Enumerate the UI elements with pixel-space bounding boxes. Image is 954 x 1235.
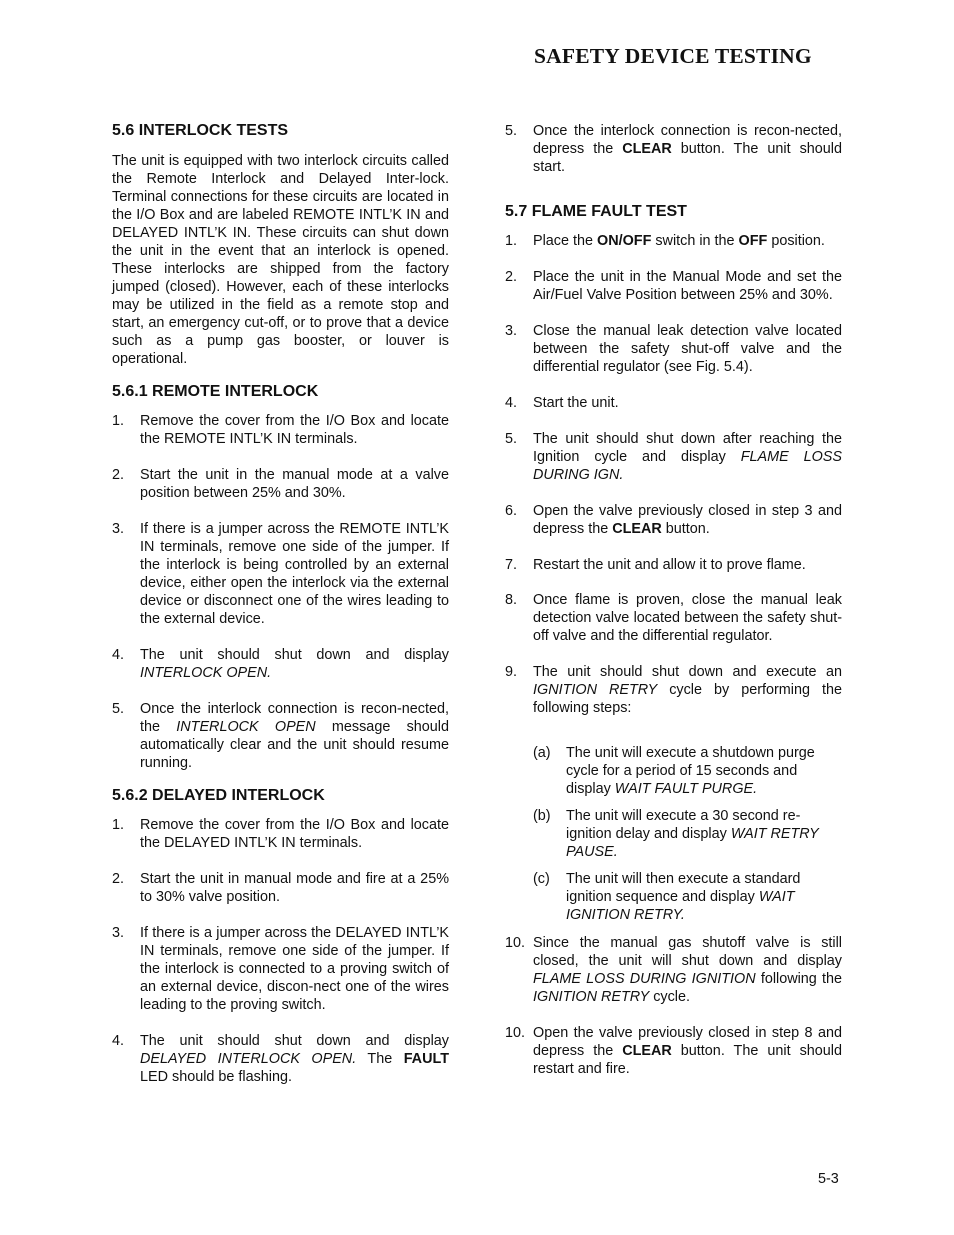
text-run: Once flame is proven, close the manual leak detection valve located between the safety shut-off valve and the differential regulator.: [533, 592, 842, 644]
text-run: button.: [661, 521, 710, 537]
item-text: [533, 502, 842, 538]
text-run: The unit should shut down after reaching the Ignition cycle and display: [533, 431, 842, 465]
flame-step-1: [505, 232, 842, 250]
remote-step-3: [112, 520, 449, 628]
italic-text: FLAME LOSS DURING IGNITION: [533, 971, 756, 987]
text-run: cycle.: [649, 989, 690, 1005]
item-text: [533, 322, 842, 376]
item-number: 1.: [112, 817, 125, 833]
delayed-step-4: [112, 1032, 449, 1086]
delayed-step-2: [112, 870, 449, 906]
item-text: [533, 934, 842, 1006]
item-number: 9.: [505, 664, 518, 680]
item-number: 2.: [112, 871, 125, 887]
item-text: [140, 466, 449, 502]
text-run: Once the interlock connection is recon-nected, the: [140, 701, 449, 735]
flame-step-4: [505, 394, 842, 412]
item-text: [140, 412, 449, 448]
item-text: [566, 744, 842, 798]
text-run: The unit should shut down and display: [140, 647, 449, 663]
remote-step-2: [112, 466, 449, 502]
item-number: 7.: [505, 557, 518, 573]
text-run: Restart the unit and allow it to prove flame.: [533, 557, 806, 573]
italic-text: INTERLOCK OPEN.: [140, 665, 272, 681]
item-number: 3.: [112, 521, 125, 537]
italic-text: FLAME LOSS DURING IGN.: [533, 449, 842, 483]
text-run: Close the manual leak detection valve located between the safety shut-off valve and the differential regulator (see Fig. 5.4).: [533, 323, 842, 375]
item-number: 5.: [112, 701, 125, 717]
text-run: Since the manual gas shutoff valve is still closed, the unit will shut down and display: [533, 935, 842, 969]
flame-step-6: [505, 502, 842, 538]
item-number: 10.: [505, 1025, 526, 1041]
text-run: button. The unit should restart and fire.: [533, 1043, 842, 1077]
section-5-6-2-heading: 5.6.2 DELAYED INTERLOCK: [112, 787, 325, 804]
item-text: [140, 520, 449, 628]
delayed-step-1: [112, 816, 449, 852]
item-text: [533, 394, 842, 412]
text-run: The: [356, 1051, 404, 1067]
italic-text: IGNITION RETRY: [533, 682, 658, 698]
remote-step-4: [112, 646, 449, 682]
bold-text: FAULT: [403, 1051, 449, 1067]
text-run: Start the unit in the manual mode at a valve position between 25% and 30%.: [140, 467, 449, 501]
text-run: The unit should shut down and execute an: [533, 664, 842, 680]
text-run: switch in the: [651, 233, 739, 249]
flame-step-7: [505, 556, 842, 574]
flame-step-9c: [533, 870, 842, 924]
item-text: [140, 924, 449, 1014]
italic-text: DELAYED INTERLOCK OPEN.: [140, 1051, 357, 1067]
item-text: [533, 232, 842, 250]
text-run: The unit is equipped with two interlock circuits called the Remote Interlock and Delayed Inter-lock. Terminal connections for these circuits are located in the I/O Box and are labeled REMOTE INTL’K IN and DELAYED INTL’K IN. These circuits can shut down the unit in the event that an interlock is opened. These interlocks are shipped from the factory jumped (closed). However, each of these interlocks may be utilized in the field as a remote stop and start, an emergency cut-off, or to prove that a device such as a pump gas booster, or louver is operational.: [112, 153, 449, 367]
text-run: Remove the cover from the I/O Box and locate the DELAYED INTL’K IN terminals.: [140, 817, 449, 851]
section-5-7-heading: 5.7 FLAME FAULT TEST: [505, 203, 687, 220]
left-column: [112, 120, 449, 1086]
item-number: 3.: [505, 323, 518, 339]
text-run: following the: [755, 971, 843, 987]
item-text: [566, 870, 842, 924]
item-text: [533, 430, 842, 484]
italic-text: WAIT IGNITION RETRY.: [566, 889, 795, 923]
section-5-6-heading: 5.6 INTERLOCK TESTS: [112, 122, 289, 139]
item-text: [140, 1032, 449, 1086]
text-run: Open the valve previously closed in step 8 and depress the: [533, 1025, 842, 1059]
section-5-6-1-heading: 5.6.1 REMOTE INTERLOCK: [112, 383, 319, 400]
italic-text: IGNITION RETRY: [533, 989, 650, 1005]
italic-text: WAIT RETRY PAUSE.: [566, 826, 819, 860]
bold-text: CLEAR: [622, 141, 672, 157]
flame-step-3: [505, 322, 842, 376]
text-run: Start the unit.: [533, 395, 619, 411]
bold-text: ON/OFF: [597, 233, 652, 249]
text-run: The unit will execute a shutdown purge cycle for a period of 15 seconds and display: [566, 745, 815, 797]
delayed-step-3: [112, 924, 449, 1014]
text-run: Remove the cover from the I/O Box and locate the REMOTE INTL’K IN terminals.: [140, 413, 449, 447]
item-number: 5.: [505, 431, 518, 447]
text-run: If there is a jumper across the DELAYED INTL’K IN terminals, remove one side of the jumper. If the interlock is connected to a proving switch of an external device, discon-nect one of the wires leading to the proving switch.: [140, 925, 449, 1013]
text-run: LED should be flashing.: [140, 1069, 293, 1085]
flame-step-2: [505, 268, 842, 304]
text-run: Once the interlock connection is recon-nected, depress the: [533, 123, 842, 157]
right-column: [505, 120, 842, 1078]
item-text: [533, 663, 842, 717]
text-run: The unit will execute a 30 second re-ignition delay and display: [566, 808, 801, 842]
item-number: 6.: [505, 503, 518, 519]
item-text: [533, 1024, 842, 1078]
item-number: (b): [533, 808, 551, 824]
text-run: If there is a jumper across the REMOTE INTL’K IN terminals, remove one side of the jumper. If the interlock is being controlled by an external device, either open the interlock via the external device or disconnect one of the wires leading to the external device.: [140, 521, 449, 627]
item-number: 10.: [505, 935, 526, 951]
bold-text: CLEAR: [622, 1043, 672, 1059]
italic-text: INTERLOCK OPEN: [176, 719, 316, 735]
remote-step-5: [112, 700, 449, 772]
delayed-step-5: [505, 122, 842, 176]
item-text: [566, 807, 842, 861]
item-number: 1.: [505, 233, 518, 249]
flame-step-10b: [505, 1024, 842, 1078]
flame-step-9b: [533, 807, 842, 861]
remote-step-1: [112, 412, 449, 448]
text-run: button. The unit should start.: [533, 141, 842, 175]
section-5-6-intro: [112, 152, 449, 368]
item-text: [140, 870, 449, 906]
text-run: Open the valve previously closed in step 3 and depress the: [533, 503, 842, 537]
flame-step-5: [505, 430, 842, 484]
item-number: 8.: [505, 592, 518, 608]
text-run: Place the: [533, 233, 597, 249]
text-run: The unit will then execute a standard ignition sequence and display: [566, 871, 801, 905]
text-run: position.: [767, 233, 825, 249]
item-number: 4.: [112, 647, 125, 663]
item-number: (a): [533, 745, 551, 761]
item-text: [140, 700, 449, 772]
item-number: 4.: [112, 1033, 125, 1049]
text-run: The unit should shut down and display: [140, 1033, 449, 1049]
item-text: [140, 816, 449, 852]
item-text: [140, 646, 449, 682]
italic-text: WAIT FAULT PURGE.: [614, 781, 758, 797]
page-number: 5-3: [818, 1171, 839, 1187]
bold-text: CLEAR: [612, 521, 662, 537]
page-title: SAFETY DEVICE TESTING: [534, 44, 812, 68]
flame-step-9: [505, 663, 842, 717]
flame-step-10: [505, 934, 842, 1006]
item-number: (c): [533, 871, 550, 887]
item-number: 2.: [112, 467, 125, 483]
flame-step-8: [505, 591, 842, 645]
item-number: 4.: [505, 395, 518, 411]
item-text: [533, 556, 842, 574]
bold-text: OFF: [738, 233, 768, 249]
item-number: 1.: [112, 413, 125, 429]
text-run: Place the unit in the Manual Mode and set the Air/Fuel Valve Position between 25% and 30%.: [533, 269, 842, 303]
item-number: 3.: [112, 925, 125, 941]
text-run: cycle by performing the following steps:: [533, 682, 842, 716]
text-run: Start the unit in manual mode and fire at a 25% to 30% valve position.: [140, 871, 449, 905]
flame-step-9a: [533, 744, 842, 798]
item-text: [533, 268, 842, 304]
item-text: [533, 591, 842, 645]
text-run: message should automatically clear and the unit should resume running.: [140, 719, 449, 771]
item-number: 5.: [505, 123, 518, 139]
item-text: [533, 122, 842, 176]
item-number: 2.: [505, 269, 518, 285]
